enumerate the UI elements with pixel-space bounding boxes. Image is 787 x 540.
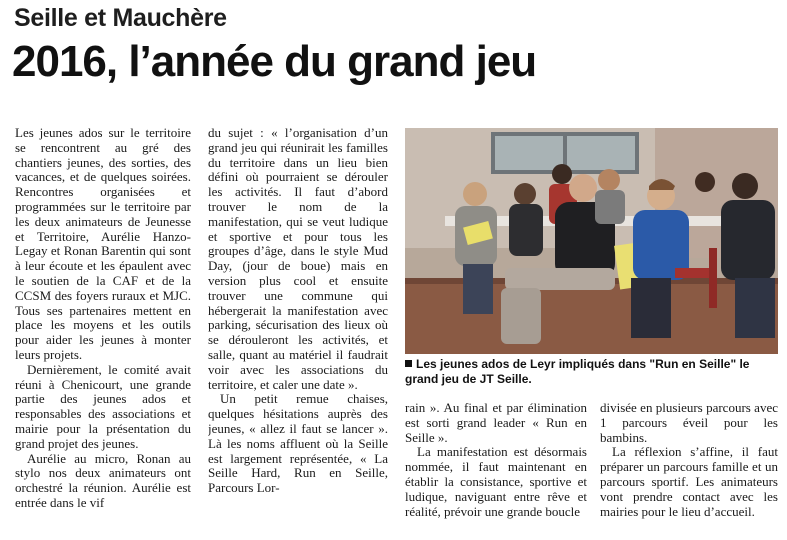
group-photo bbox=[405, 128, 778, 354]
paragraph: Les jeunes ados sur le territoire se rencontrent au gré des chantiers jeunes, des sorties, des vacances, et de quelques soirées. Rencontres organisées et programmées sur le territoire par les deux animateurs de Jeunesse et Territoire, Aurélie Hanzo-Legay et Ronan Barentin qui sont à leur écoute et les épaulent avec le soutien de la CAF et de la CCSM des foyers ruraux et MJC. Tous ses partenaires mettent en place les moyens et les outils pour aider les jeunes à monter leurs projets. bbox=[15, 126, 191, 362]
paragraph: La manifestation est désormais nommée, il faut maintenant en établir la consistance, sportive et ludique, naviguant entre rêve et réalité, prévoir une grande boucle bbox=[405, 444, 587, 519]
paragraph: Dernièrement, le comité avait réuni à Chenicourt, une grande partie des jeunes ados et responsables des associations et mairie pour la présentation du grand projet des jeunes. bbox=[15, 361, 191, 451]
paragraph: rain ». Au final et par élimination est sorti grand leader « Run en Seille ». bbox=[405, 401, 587, 445]
article-column-4 bbox=[600, 401, 778, 538]
photo-caption bbox=[405, 357, 780, 387]
caption-text: Les jeunes ados de Leyr impliqués dans "Run en Seille" le grand jeu de JT Seille. bbox=[405, 357, 750, 386]
paragraph: La réflexion s’affine, il faut préparer un parcours famille et un parcours sportif. Les animateurs vont prendre contact avec les mairies pour le lieu d’accueil. bbox=[600, 444, 778, 519]
article-headline: 2016, l’année du grand jeu bbox=[12, 37, 537, 86]
article-column-2 bbox=[208, 126, 388, 538]
article-column-3 bbox=[405, 401, 587, 538]
article-column-1 bbox=[15, 126, 191, 538]
photo-illustration bbox=[405, 128, 778, 354]
article-kicker: Seille et Mauchère bbox=[14, 4, 227, 32]
paragraph: du sujet : « l’organisation d’un grand jeu qui réunirait les familles du territoire dans un lieu bien défini où pourraient se dérouler les activités. Il faut d’abord trouver le nom de la manifestation, qui se veut ludique et sportive et pour tous les groupes d’âge, dans le style Mud Day, (jour de boue) mais en version plus cool et ensuite trouver une commune qui hébergerait la manifestation avec parking, sécurisation des lieux où se dérouleront les activités, et salle, quant au matériel il faudrait voir avec les associations du territoire, et caler une date ». bbox=[208, 126, 388, 392]
paragraph: Un petit remue chaises, quelques hésitations auprès des jeunes, « allez il faut se lancer ». Là les noms affluent où la Seille est largement représentée, « La Seille Hard, Run en Seille, Parcours Lor- bbox=[208, 391, 388, 496]
caption-bullet-icon bbox=[405, 360, 412, 367]
paragraph: Aurélie au micro, Ronan au stylo nos deux animateurs ont orchestré la réunion. Aurélie est entrée dans le vif bbox=[15, 450, 191, 510]
paragraph: divisée en plusieurs parcours avec 1 parcours éveil pour les bambins. bbox=[600, 401, 778, 445]
